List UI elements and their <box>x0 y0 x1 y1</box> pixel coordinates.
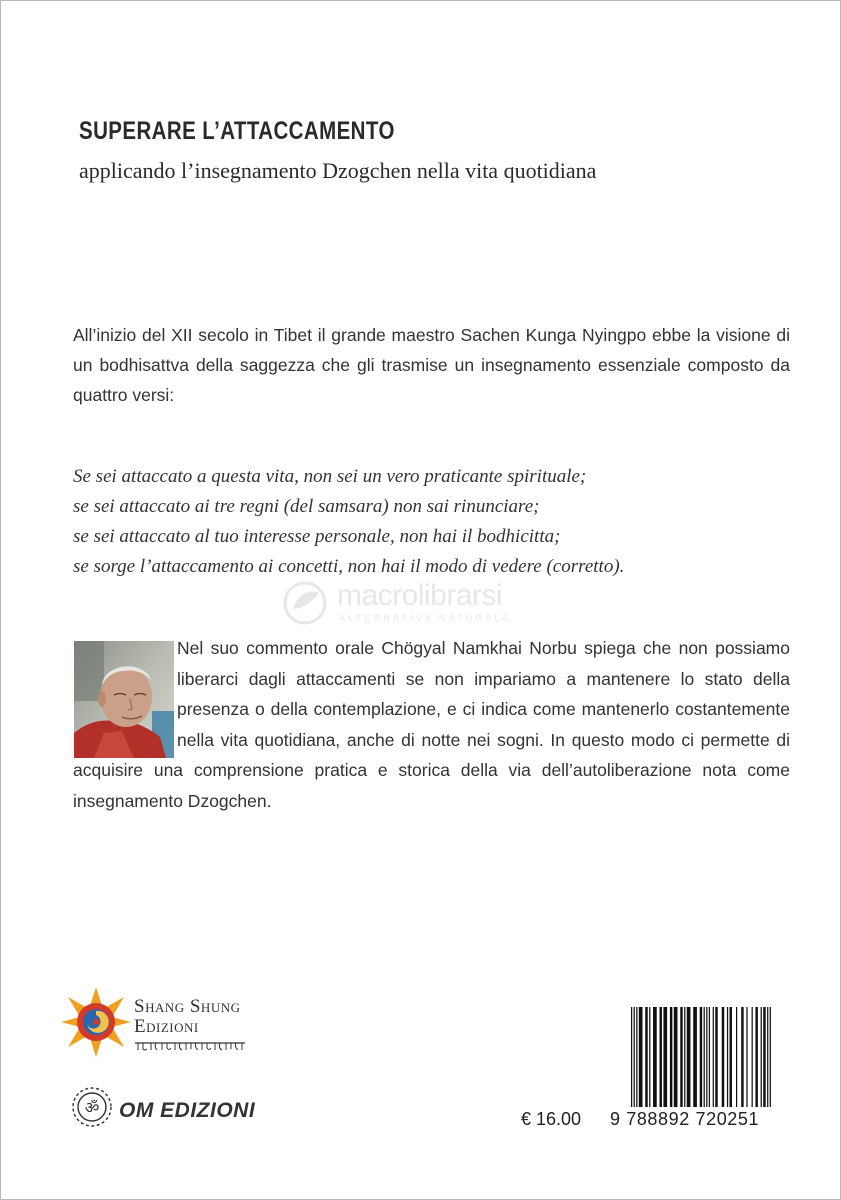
barcode-bar <box>752 1007 753 1107</box>
price: € 16.00 <box>521 1109 582 1129</box>
commentary-text: Nel suo commento orale Chögyal Namkhai Norbu spiega che non possiamo liberarci dagli attaccamenti se non impariamo a mantenere lo stato della presenza o della contemplazione, e ci indica come mantenerlo costantemente nella vita quotidiana, anche di notte nei sogni. In questo modo ci permette di acquisire una comprensione pratica e storica della via dell’autoliberazione nota come insegnamento Dzogchen. <box>73 638 790 811</box>
barcode-bar <box>670 1007 672 1107</box>
book-subtitle: applicando l’insegnamento Dzogchen nella vita quotidiana <box>79 158 597 183</box>
barcode-bar <box>674 1007 678 1107</box>
isbn-number: 9 788892 720251 <box>610 1109 760 1129</box>
barcode-bar <box>634 1007 635 1107</box>
svg-text:ॐ: ॐ <box>84 1098 100 1117</box>
shang-shung-name: Shang Shung <box>134 996 241 1017</box>
verse-line: se sorge l’attaccamento ai concetti, non hai il modo di vedere (corretto). <box>73 556 625 577</box>
barcode <box>607 1007 771 1107</box>
barcode-bar <box>713 1007 714 1107</box>
barcode-bar <box>660 1007 662 1107</box>
watermark <box>279 579 579 629</box>
shang-shung-edizioni: Edizioni <box>134 1016 199 1037</box>
barcode-bar <box>746 1007 747 1107</box>
barcode-bar <box>693 1007 697 1107</box>
barcode-bar <box>736 1007 737 1107</box>
barcode-bars <box>631 1007 771 1107</box>
intro-paragraph: All’inizio del XII secolo in Tibet il grande maestro Sachen Kunga Nyingpo ebbe la visione di un bodhisattva della saggezza che gli trasmise un insegnamento essenziale composto da quattro versi: <box>73 325 790 405</box>
barcode-bar <box>684 1007 685 1107</box>
barcode-bar <box>761 1007 762 1107</box>
author-portrait-image <box>74 641 174 758</box>
verse-line: se sei attaccato al tuo interesse personale, non hai il bodhicitta; <box>73 526 561 547</box>
barcode-bar <box>653 1007 657 1107</box>
shang-shung-publisher <box>134 996 246 1056</box>
barcode-bar <box>704 1007 705 1107</box>
barcode-bar <box>730 1007 732 1107</box>
barcode-bar <box>639 1007 643 1107</box>
shang-shung-logo-icon <box>61 987 131 1057</box>
barcode-bar <box>709 1007 710 1107</box>
verses-block <box>73 462 813 582</box>
commentary-paragraph <box>73 633 790 816</box>
barcode-bar <box>727 1007 728 1107</box>
verse-line: se sei attaccato ai tre regni (del samsara) non sai rinunciare; <box>73 496 540 517</box>
shang-shung-tibetan-script <box>134 1040 246 1056</box>
barcode-bar <box>663 1007 667 1107</box>
barcode-bar <box>636 1007 637 1107</box>
barcode-bar <box>767 1007 768 1107</box>
barcode-bar <box>680 1007 682 1107</box>
barcode-bar <box>715 1007 717 1107</box>
tibetan-script-icon <box>134 1040 246 1052</box>
author-photo <box>74 641 174 758</box>
om-edizioni-name: OM EDIZIONI <box>119 1099 256 1122</box>
barcode-bar <box>770 1007 771 1107</box>
barcode-bar <box>645 1007 647 1107</box>
om-edizioni-logo-icon <box>69 1084 115 1130</box>
watermark-name: macrolibrarsi <box>337 579 503 612</box>
barcode-bar <box>722 1007 724 1107</box>
barcode-bar <box>631 1007 632 1107</box>
barcode-bar <box>763 1007 765 1107</box>
barcode-bar <box>649 1007 650 1107</box>
book-title: SUPERARE L’ATTACCAMENTO <box>79 117 395 145</box>
barcode-bar <box>741 1007 743 1107</box>
leaf-logo-icon <box>279 579 331 627</box>
barcode-bar <box>706 1007 707 1107</box>
barcode-bar <box>700 1007 702 1107</box>
barcode-bar <box>755 1007 757 1107</box>
watermark-tagline: ALTERNATIVA NATURALE <box>339 613 512 623</box>
barcode-bar <box>687 1007 691 1107</box>
verse-line: Se sei attaccato a questa vita, non sei un vero praticante spirituale; <box>73 466 587 487</box>
